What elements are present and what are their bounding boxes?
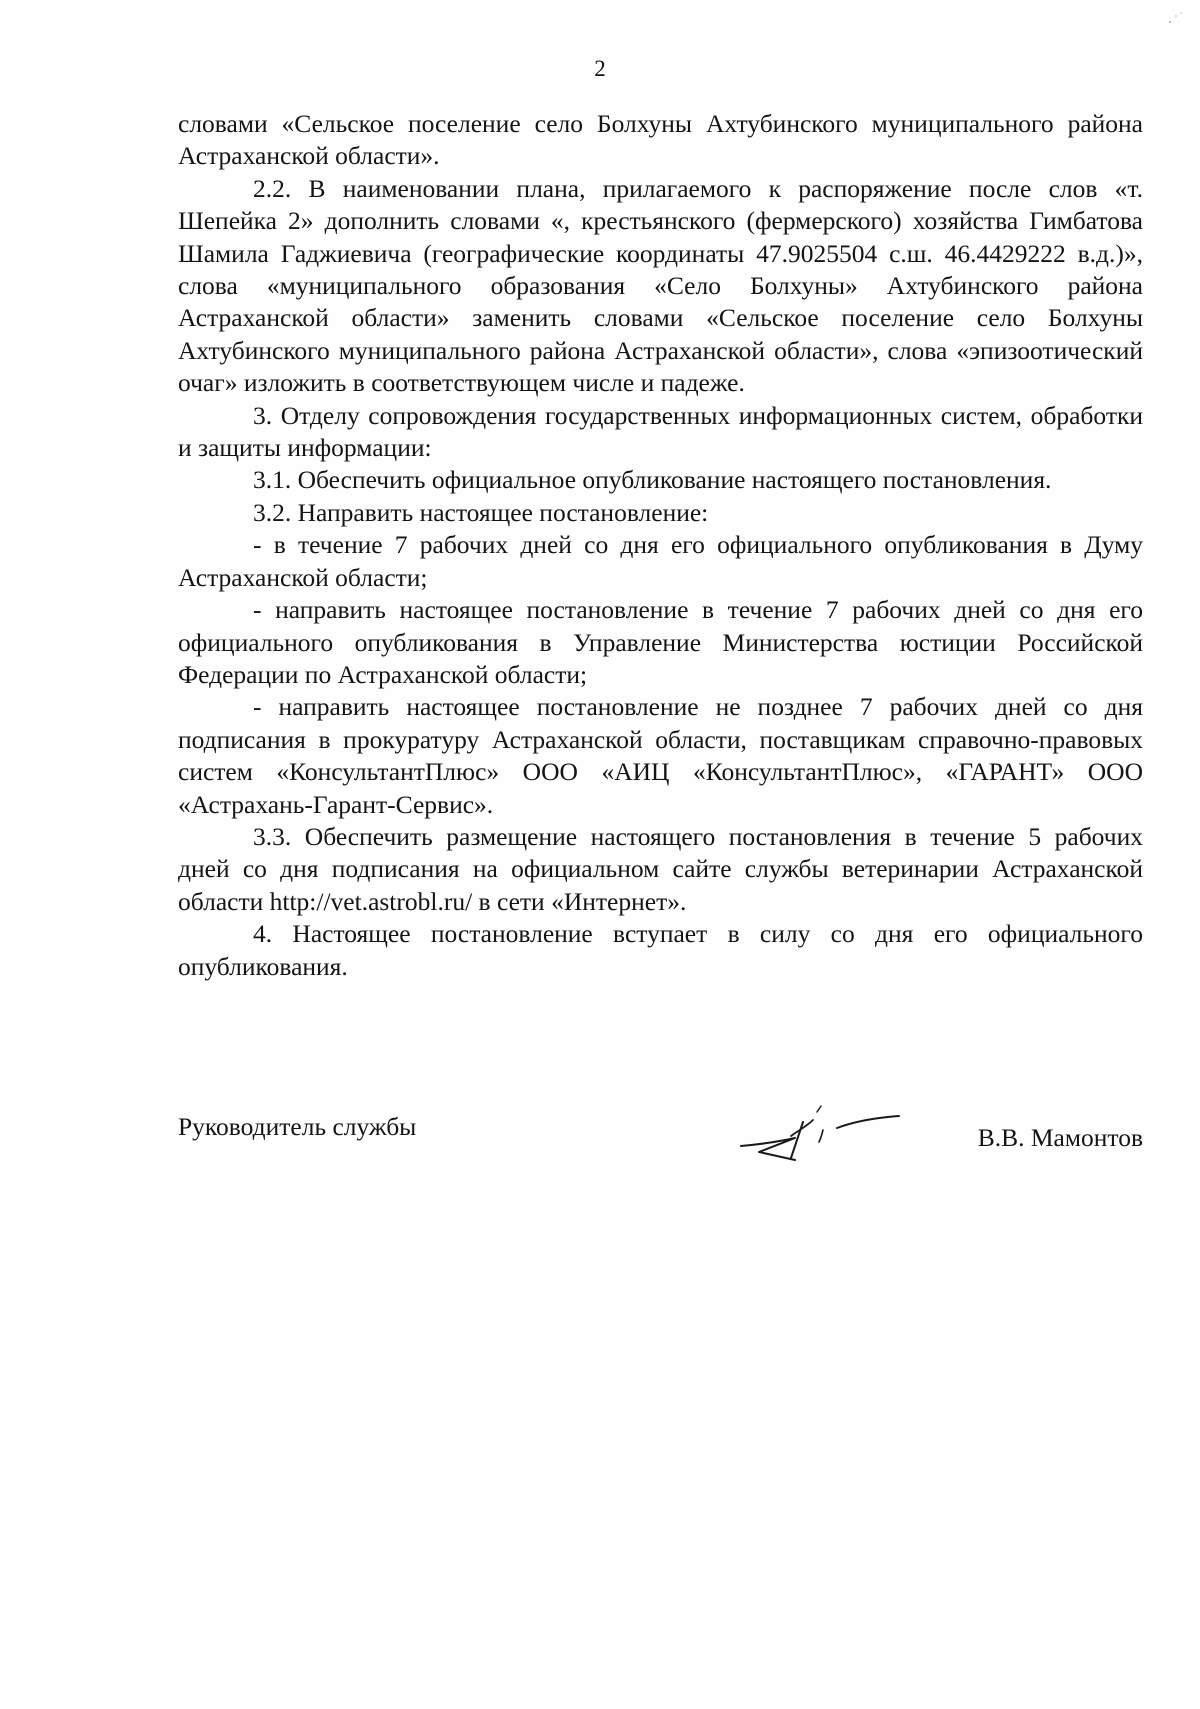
scan-speck-icon (1166, 10, 1186, 30)
list-item-prosecutor: - направить настоящее постановление не позднее 7 рабочих дней со дня подписания в прокуратуру Астраханской области, поставщикам справочно-правовых систем «КонсультантПлюс» ООО «АИЦ «КонсультантПлюс», «ГАРАНТ» ООО «Астрахань-Гарант-Сервис». (178, 692, 1143, 819)
handwritten-signature-icon (733, 1100, 903, 1170)
paragraph-3-1: 3.1. Обеспечить официальное опубликование настоящего постановления. (253, 465, 1052, 495)
paragraph-4: 4. Настоящее постановление вступает в силу со дня его официального опубликования. (178, 919, 1143, 981)
paragraph-3: 3. Отделу сопровождения государственных информационных систем, обработки и защиты информации: (178, 400, 1143, 463)
page-number: 2 (594, 56, 606, 81)
list-item-duma: - в течение 7 рабочих дней со дня его официального опубликования в Думу Астраханской области; (178, 530, 1143, 592)
document-body (178, 108, 1143, 983)
list-item-justice-ministry: - направить настоящее постановление в течение 7 рабочих дней со дня его официального опубликования в Управление Министерства юстиции Российской Федерации по Астраханской области; (178, 595, 1143, 689)
paragraph-2-2: 2.2. В наименовании плана, прилагаемого к распоряжение после слов «т. Шепейка 2» дополнить словами «, крестьянского (фермерского) хозяйства Гимбатова Шамила Гаджиевича (географические координаты 47.9025504 с.ш. 46.4429222 в.д.)», слова «муниципального образования «Село Болхуны» Ахтубинского района Астраханской области» заменить словами «Сельское поселение село Болхуны Ахтубинского муниципального района Астраханской области», слова «эпизоотический очаг» изложить в соответствующем числе и падеже. (178, 173, 1143, 398)
signature-block (178, 1100, 1143, 1180)
signatory-title: Руководитель службы (178, 1112, 417, 1141)
paragraph-continuation: словами «Сельское поселение село Болхуны Ахтубинского муниципального района Астраханской области». (178, 109, 1143, 171)
signatory-name: В.В. Мамонтов (977, 1123, 1143, 1152)
paragraph-3-2: 3.2. Направить настоящее постановление: (253, 497, 709, 527)
paragraph-3-3: 3.3. Обеспечить размещение настоящего постановления в течение 5 рабочих дней со дня подписания на официальном сайте службы ветеринарии Астраханской области http://vet.astrobl.ru/ в сети «Интернет». (178, 821, 1143, 916)
